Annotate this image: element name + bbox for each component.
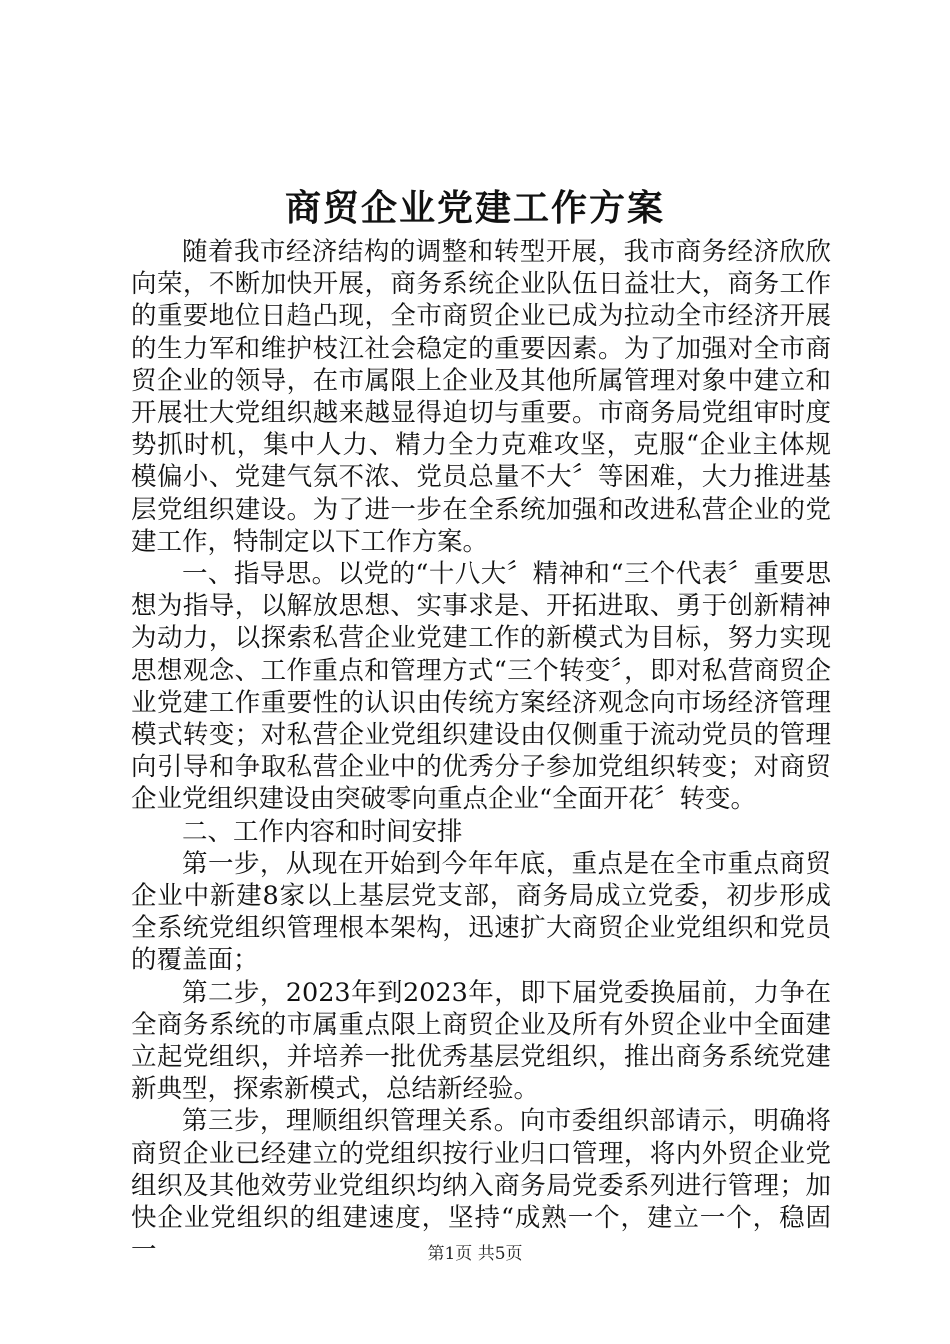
paragraph-step-two: 第二步，2023年到2023年，即下届党委换届前，力争在全商务系统的市属重点限上商贸企业及所有外贸企业中全面建立起党组织，并培养一批优秀基层党组织，推出商务系统党建新典型，探索新模式，总结新经验。 <box>131 977 831 1105</box>
document-title: 商贸企业党建工作方案 <box>284 187 665 229</box>
paragraph-step-one: 第一步，从现在开始到今年年底，重点是在全市重点商贸企业中新建8家以上基层党支部，商务局成立党委，初步形成全系统党组织管理根本架构，迅速扩大商贸企业党组织和党员的覆盖面； <box>131 848 831 976</box>
paragraph-guiding-thought: 一、指导思。以党的“十八大〞精神和“三个代表〞重要思想为指导，以解放思想、实事求是、开拓进取、勇于创新精神为动力，以探索私营企业党建工作的新模式为目标，努力实现思想观念、工作重点和管理方式“三个转变〞，即对私营商贸企业党建工作重要性的认识由传统方案经济观念向市场经济管理模式转变；对私营企业党组织建设由仅侧重于流动党员的管理向引导和争取私营企业中的优秀分子参加党组织转变；对商贸企业党组织建设由突破零向重点企业“全面开花〞转变。 <box>131 559 831 815</box>
paragraph-section-heading: 二、工作内容和时间安排 <box>182 816 463 847</box>
document-body <box>131 236 831 1267</box>
paragraph-step-three: 第三步，理顺组织管理关系。向市委组织部请示，明确将商贸企业已经建立的党组织按行业归口管理，将内外贸企业党组织及其他效劳业党组织均纳入商务局党委系列进行管理；加快企业党组织的组建速度，坚持“成熟一个，建立一个，稳固一 <box>131 1106 831 1266</box>
paragraph-intro: 随着我市经济结构的调整和转型开展，我市商务经济欣欣向荣，不断加快开展，商务系统企业队伍日益壮大，商务工作的重要地位日趋凸现，全市商贸企业已成为拉动全市经济开展的生力军和维护枝江社会稳定的重要因素。为了加强对全市商贸企业的领导，在市属限上企业及其他所属管理对象中建立和开展壮大党组织越来越显得迫切与重要。市商务局党组审时度势抓时机，集中人力、精力全力克难攻坚，克服“企业主体规模偏小、党建气氛不浓、党员总量不大〞等困难，大力推进基层党组织建设。为了进一步在全系统加强和改进私营企业的党建工作，特制定以下工作方案。 <box>131 237 831 557</box>
page-footer: 第1页 共5页 <box>427 1244 523 1264</box>
